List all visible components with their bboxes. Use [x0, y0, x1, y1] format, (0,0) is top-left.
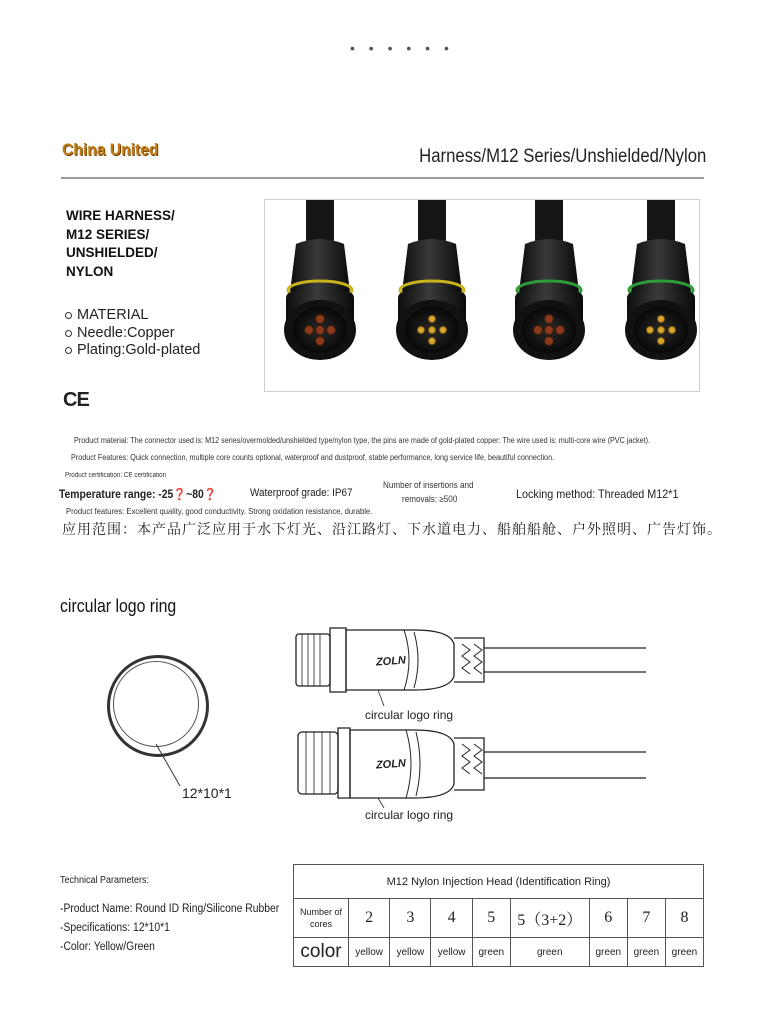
contact-pin: [429, 327, 436, 334]
material-specs: [64, 307, 200, 360]
ce-mark: CE: [63, 389, 89, 411]
spec-item: MATERIAL: [64, 307, 200, 325]
contact-pin: [305, 326, 314, 335]
dimension-leader-line: [150, 740, 190, 790]
caption-logo-ring-bottom: circular logo ring: [365, 808, 454, 822]
cores-cell: 5（3+2）: [510, 899, 589, 938]
tech-specifications: -Specifications: 12*10*1: [60, 922, 170, 934]
contact-pin: [669, 327, 676, 334]
product-title-line: UNSHIELDED/: [66, 245, 158, 260]
product-title-line: WIRE HARNESS/: [66, 208, 175, 223]
connector-photo-svg: [265, 200, 699, 391]
contact-pin: [658, 338, 665, 345]
cores-row: [294, 899, 704, 938]
engraving-text-bottom: ZOLN: [375, 757, 407, 772]
caption-logo-ring-top: circular logo ring: [365, 708, 454, 722]
parameter-table: [293, 864, 704, 967]
color-cell: yellow: [390, 938, 431, 967]
page-title: Harness/M12 Series/Unshielded/Nylon: [418, 146, 706, 167]
ring-dimension: 12*10*1: [182, 785, 232, 801]
spec-item: Plating:Gold-plated: [64, 342, 200, 360]
connector-1: [284, 200, 356, 360]
connector-photo: [264, 199, 700, 392]
certification-text: Product certification: CE certification: [65, 472, 167, 479]
color-label: color: [294, 938, 349, 967]
insertions-line-1: Number of insertions and: [383, 480, 474, 490]
contact-pin: [647, 327, 654, 334]
contact-pin: [545, 326, 554, 335]
engraving-text-top: ZOLN: [375, 654, 407, 669]
cores-cell: 7: [627, 899, 665, 938]
cores-cell: 5: [472, 899, 510, 938]
technical-list: [60, 900, 279, 957]
contact-pin: [316, 337, 325, 346]
cores-cell: 8: [665, 899, 703, 938]
color-row: [294, 938, 704, 967]
connector-4: [625, 200, 697, 360]
contact-pin: [440, 327, 447, 334]
product-title-line: NYLON: [66, 263, 114, 279]
color-cell: yellow: [349, 938, 390, 967]
contact-pin: [327, 326, 336, 335]
color-cell: green: [472, 938, 510, 967]
brand-logo: China United: [62, 140, 159, 159]
material-description: Product material: The connector used is: M12 series/overmolded/unshielded type/nylon type, the pins are made of gold-plated copper: The wire used is: multi-core wire (PVC jacket).: [74, 436, 651, 445]
table-header: M12 Nylon Injection Head (Identification Ring): [294, 865, 704, 899]
technical-heading: Technical Parameters:: [60, 875, 150, 886]
insertions-line-2: removals: ≥500: [402, 494, 458, 504]
application-scope: 应用范围：本产品广泛应用于水下灯光、沿江路灯、下水道电力、船舶船舱、户外照明、广告灯饰。: [62, 521, 722, 537]
logo-ring-inner: [113, 661, 199, 747]
header-divider: [61, 177, 704, 179]
waterproof-grade: Waterproof grade: IP67: [250, 487, 353, 499]
features-description: Product Features: Quick connection, multiple core counts optional, waterproof and dustproof, stable performance, long service life, beautiful connection.: [71, 453, 555, 462]
contact-pin: [556, 326, 565, 335]
cores-cell: 2: [349, 899, 390, 938]
connector-2: [396, 200, 468, 360]
color-cell: yellow: [431, 938, 472, 967]
logo-ring-title: circular logo ring: [60, 596, 177, 616]
color-cell: green: [510, 938, 589, 967]
contact-pin: [316, 315, 325, 324]
connector-3: [513, 200, 585, 360]
cores-cell: 4: [431, 899, 472, 938]
temperature-range: Temperature range: -25❓~80❓: [59, 489, 217, 501]
contact-pin: [429, 316, 436, 323]
locking-method: Locking method: Threaded M12*1: [516, 487, 679, 501]
tech-color: -Color: Yellow/Green: [60, 941, 155, 953]
cores-cell: 3: [390, 899, 431, 938]
color-cell: green: [665, 938, 703, 967]
tech-product-name: -Product Name: Round ID Ring/Silicone Rubber: [60, 903, 280, 915]
contact-pin: [316, 326, 325, 335]
color-cell: green: [589, 938, 627, 967]
contact-pin: [658, 316, 665, 323]
top-dots: • • • • • •: [350, 40, 454, 56]
contact-pin: [429, 338, 436, 345]
connector-drawing: [294, 620, 654, 820]
spec-item: Needle:Copper: [64, 325, 200, 343]
cores-cell: 6: [589, 899, 627, 938]
color-cell: green: [627, 938, 665, 967]
features-secondary: Product features: Excellent quality, good conductivity. Strong oxidation resistance, durable.: [66, 506, 373, 516]
product-title-line: M12 SERIES/: [66, 226, 150, 242]
cores-label: Number of cores: [294, 899, 349, 938]
contact-pin: [545, 337, 554, 346]
contact-pin: [658, 327, 665, 334]
contact-pin: [545, 315, 554, 324]
contact-pin: [534, 326, 543, 335]
product-title: [66, 207, 175, 281]
contact-pin: [418, 327, 425, 334]
